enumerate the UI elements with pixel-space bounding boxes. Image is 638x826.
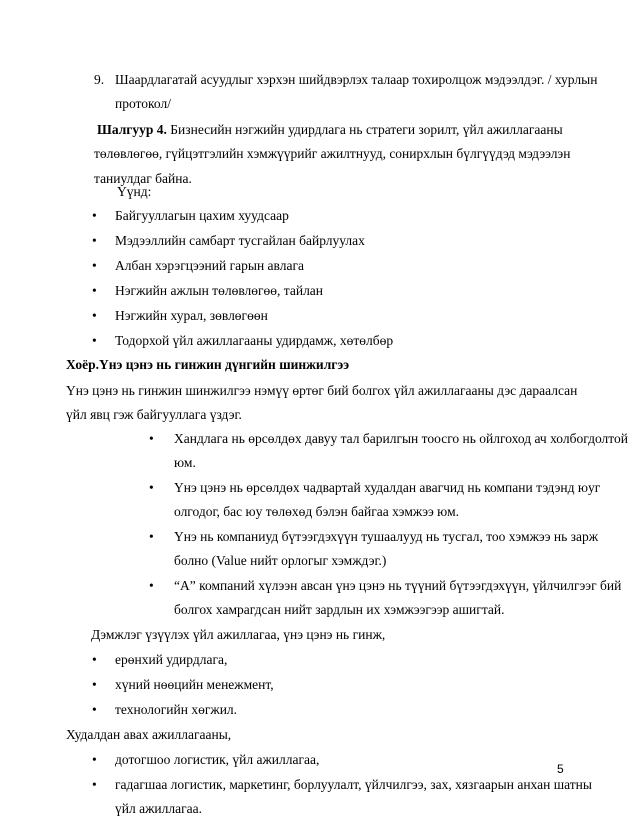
value-point-line2: олгодог, бас юу төлөхөд бэлэн байгаа хэмжээ юм.	[174, 504, 460, 519]
bullet-icon: •	[92, 677, 97, 692]
criterion4-line2: төлөвлөгөө, гүйцэтгэлийн хэмжүүрийг ажилтнууд, сонирхлын бүлгүүдэд мэдээлэн	[94, 146, 571, 161]
value-point-line1: Үнэ нь компаниуд бүтээгдэхүүн тушаалууд нь тусгал, тоо хэмжээ нь зарж	[174, 529, 599, 544]
bullet-icon: •	[92, 308, 97, 323]
page-number: 5	[557, 762, 564, 776]
bullet-icon: •	[92, 258, 97, 273]
bullet-icon: •	[149, 529, 154, 544]
evidence-item: Тодорхой үйл ажиллагааны удирдамж, хөтөлбөр	[115, 333, 394, 348]
bullet-icon: •	[92, 652, 97, 667]
bullet-icon: •	[92, 777, 97, 792]
evidence-item: Мэдээллийн самбарт тусгайлан байрлуулах	[115, 233, 365, 248]
procurement-item-line2: үйл ажиллагаа.	[115, 801, 202, 816]
procurement-item-line1: гадагшаа логистик, маркетинг, борлуулалт, үйлчилгээ, зах, хязгаарын анхан шатны	[115, 777, 592, 792]
bullet-icon: •	[92, 233, 97, 248]
item9-line1: Шаардлагатай асуудлыг хэрхэн шийдвэрлэх талаар тохиролцож мэдээлдэг. / хурлын	[115, 72, 598, 87]
support-item: ерөнхий удирдлага,	[115, 652, 228, 667]
section-heading: Хоёр.Үнэ цэнэ нь гинжин дүнгийн шинжилгээ	[66, 357, 350, 372]
value-point-line1: Хандлага нь өрсөлдөх давуу тал барилгын тоосго нь ойлгоход ач холбогдолтой	[174, 431, 628, 446]
criterion4-line3: таниулдаг байна.	[94, 171, 192, 186]
value-point-line2: болгох хамрагдсан нийт зардлын их хэмжээгээр ашигтай.	[174, 602, 505, 617]
bullet-icon: •	[149, 480, 154, 495]
bullet-icon: •	[92, 333, 97, 348]
bullet-icon: •	[92, 752, 97, 767]
criterion4-label: Шалгуур 4.	[97, 122, 167, 137]
value-point-line1: “А” компаний хүлээн авсан үнэ цэнэ нь түүний бүтээгдэхүүн, үйлчилгээг бий	[174, 578, 622, 593]
procurement-label: Худалдан авах ажиллагааны,	[66, 727, 232, 742]
evidence-item: Албан хэрэгцээний гарын авлага	[115, 258, 304, 273]
support-label: Дэмжлэг үзүүлэх үйл ажиллагаа, үнэ цэнэ нь гинж,	[91, 627, 386, 642]
evidence-item: Нэгжийн ажлын төлөвлөгөө, тайлан	[115, 283, 324, 298]
bullet-icon: •	[149, 578, 154, 593]
section2-intro-line2: үйл явц гэж байгууллага үздэг.	[66, 407, 242, 422]
bullet-icon: •	[149, 431, 154, 446]
criterion4-line1	[97, 122, 563, 138]
bullet-icon: •	[92, 283, 97, 298]
value-point-line2: юм.	[174, 455, 196, 470]
evidence-item: Нэгжийн хурал, зөвлөгөөн	[115, 308, 268, 323]
criterion4-text: Бизнесийн нэгжийн удирдлага нь стратеги зорилт, үйл ажиллагааны	[166, 122, 563, 137]
evidence-label: Үүнд:	[117, 184, 152, 199]
value-point-line2: болно (Value нийт орлогыг хэмждэг.)	[174, 553, 387, 568]
bullet-icon: •	[92, 702, 97, 717]
list-number: 9.	[94, 72, 105, 87]
procurement-item-line1: дотогшоо логистик, үйл ажиллагаа,	[115, 752, 320, 767]
bullet-icon: •	[92, 208, 97, 223]
evidence-item: Байгууллагын цахим хуудсаар	[115, 208, 289, 223]
support-item: технологийн хөгжил.	[115, 702, 238, 717]
support-item: хүний нөөцийн менежмент,	[115, 677, 274, 692]
section2-intro-line1: Үнэ цэнэ нь гинжин шинжилгээ нэмүү өртөг бий болгох үйл ажиллагааны дэс дараалсан	[66, 383, 578, 398]
item9-line2: протокол/	[115, 96, 171, 111]
value-point-line1: Үнэ цэнэ нь өрсөлдөх чадвартай худалдан авагчид нь компани тэдэнд юуг	[174, 480, 601, 495]
